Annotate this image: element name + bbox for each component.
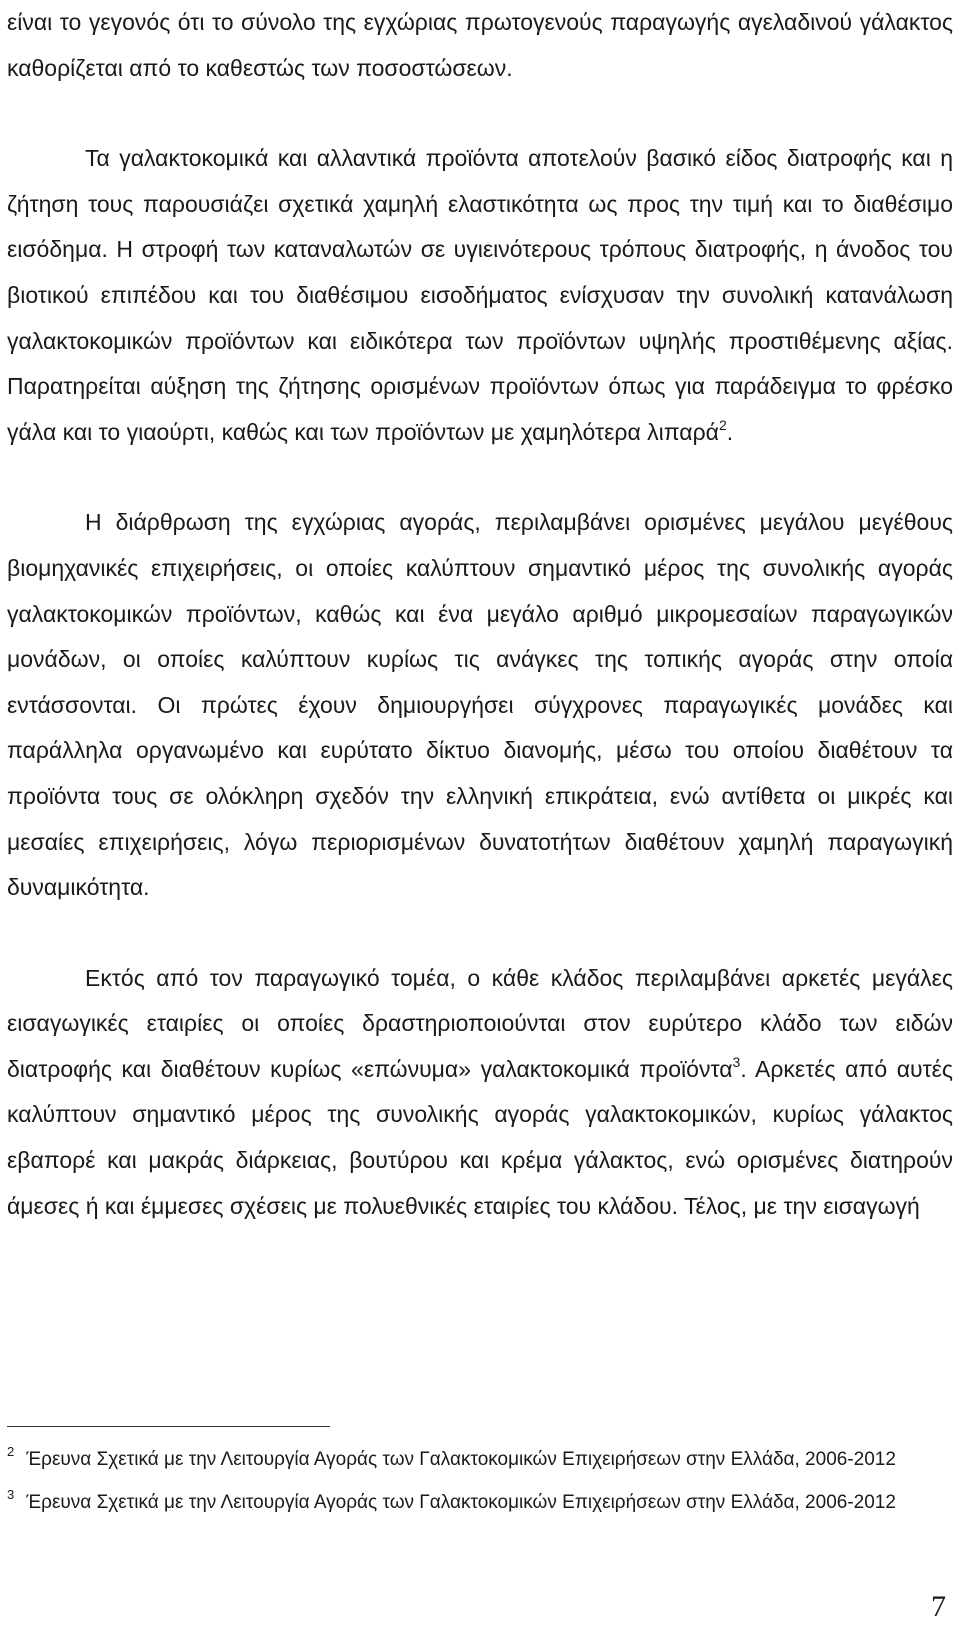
document-body [7,0,953,1229]
footnote-text: Έρευνα Σχετικά με την Λειτουργία Αγοράς των Γαλακτοκομικών Επιχειρήσεων στην Ελλάδα, 2006-2012 [26,1492,896,1513]
paragraph-continuation: είναι το γεγονός ότι το σύνολο της εγχώριας πρωτογενούς παραγωγής αγελαδινού γάλακτος καθορίζεται από το καθεστώς των ποσοστώσεων. [7,9,953,81]
paragraph-dairy-demand [7,136,953,455]
footnote-2 [7,1443,953,1477]
footnotes-section [7,1426,953,1529]
paragraph-text: Εκτός από τον παραγωγικό τομέα, ο κάθε κλάδος περιλαμβάνει αρκετές μεγάλες εισαγωγικές εταιρίες οι οποίες δραστηριοποιούνται στον ευρύτερο κλάδο των ειδών διατροφής και διαθέτουν κυρίως «επώνυμα» γαλακτοκομικά προϊόντα [7,964,953,1082]
footnote-number: 3 [7,1487,15,1502]
paragraph-import-companies [7,956,953,1230]
footnote-text: Έρευνα Σχετικά με την Λειτουργία Αγοράς των Γαλακτοκομικών Επιχειρήσεων στην Ελλάδα, 2006-2012 [26,1449,896,1470]
footnote-number: 2 [7,1444,15,1459]
paragraph-gap [7,455,953,500]
footnote-3 [7,1486,953,1520]
footnote-ref-3[interactable]: 3 [732,1053,741,1070]
paragraph-gap [7,911,953,956]
page-number: 7 [931,1590,946,1623]
footnote-ref-2[interactable]: 2 [718,416,727,433]
footnote-separator [7,1426,330,1427]
paragraph-text-end: . [726,418,734,445]
paragraph-text-continued: . Αρκετές από αυτές καλύπτουν σημαντικό μέρος της συνολικής αγοράς γαλακτοκομικών, κυρίως γάλακτος εβαπορέ και μακράς διάρκειας, βουτύρου και κρέμα γάλακτος, ενώ ορισμένες διατηρούν άμεσες ή και έμμεσες σχέσεις με πολυεθνικές εταιρίες του κλάδου. Τέλος, με την εισαγωγή [7,1055,953,1219]
paragraph-text: Τα γαλακτοκομικά και αλλαντικά προϊόντα αποτελούν βασικό είδος διατροφής και η ζήτηση τους παρουσιάζει σχετικά χαμηλή ελαστικότητα ως προς την τιμή και το διαθέσιμο εισόδημα. Η στροφή των καταναλωτών σε υγιεινότερους τρόπους διατροφής, η άνοδος του βιοτικού επιπέδου και του διαθέσιμου εισοδήματος ενίσχυσαν την συνολική κατανάλωση γαλακτοκομικών προϊόντων και ειδικότερα των προϊόντων υψηλής προστιθέμενης αξίας. Παρατηρείται αύξηση της ζήτησης ορισμένων προϊόντων όπως για παράδειγμα το φρέσκο γάλα και το γιαούρτι, καθώς και των προϊόντων με χαμηλότερα λιπαρά [7,145,953,445]
paragraph-market-structure: Η διάρθρωση της εγχώριας αγοράς, περιλαμβάνει ορισμένες μεγάλου μεγέθους βιομηχανικές επιχειρήσεις, οι οποίες καλύπτουν σημαντικό μέρος της συνολικής αγοράς γαλακτοκομικών προϊόντων, καθώς και ένα μεγάλο αριθμό μικρομεσαίων παραγωγικών μονάδων, οι οποίες καλύπτουν κυρίως τις ανάγκες της τοπικής αγοράς στην οποία εντάσσονται. Οι πρώτες έχουν δημιουργήσει σύγχρονες παραγωγικές μονάδες και παράλληλα οργανωμένο και ευρύτατο δίκτυο διανομής, μέσω του οποίου διαθέτουν τα προϊόντα τους σε ολόκληρη σχεδόν την ελληνική επικράτεια, ενώ αντίθετα οι μικρές και μεσαίες επιχειρήσεις, λόγω περιορισμένων δυνατοτήτων διαθέτουν χαμηλή παραγωγική δυναμικότητα. [7,509,953,901]
paragraph-gap [7,91,953,136]
